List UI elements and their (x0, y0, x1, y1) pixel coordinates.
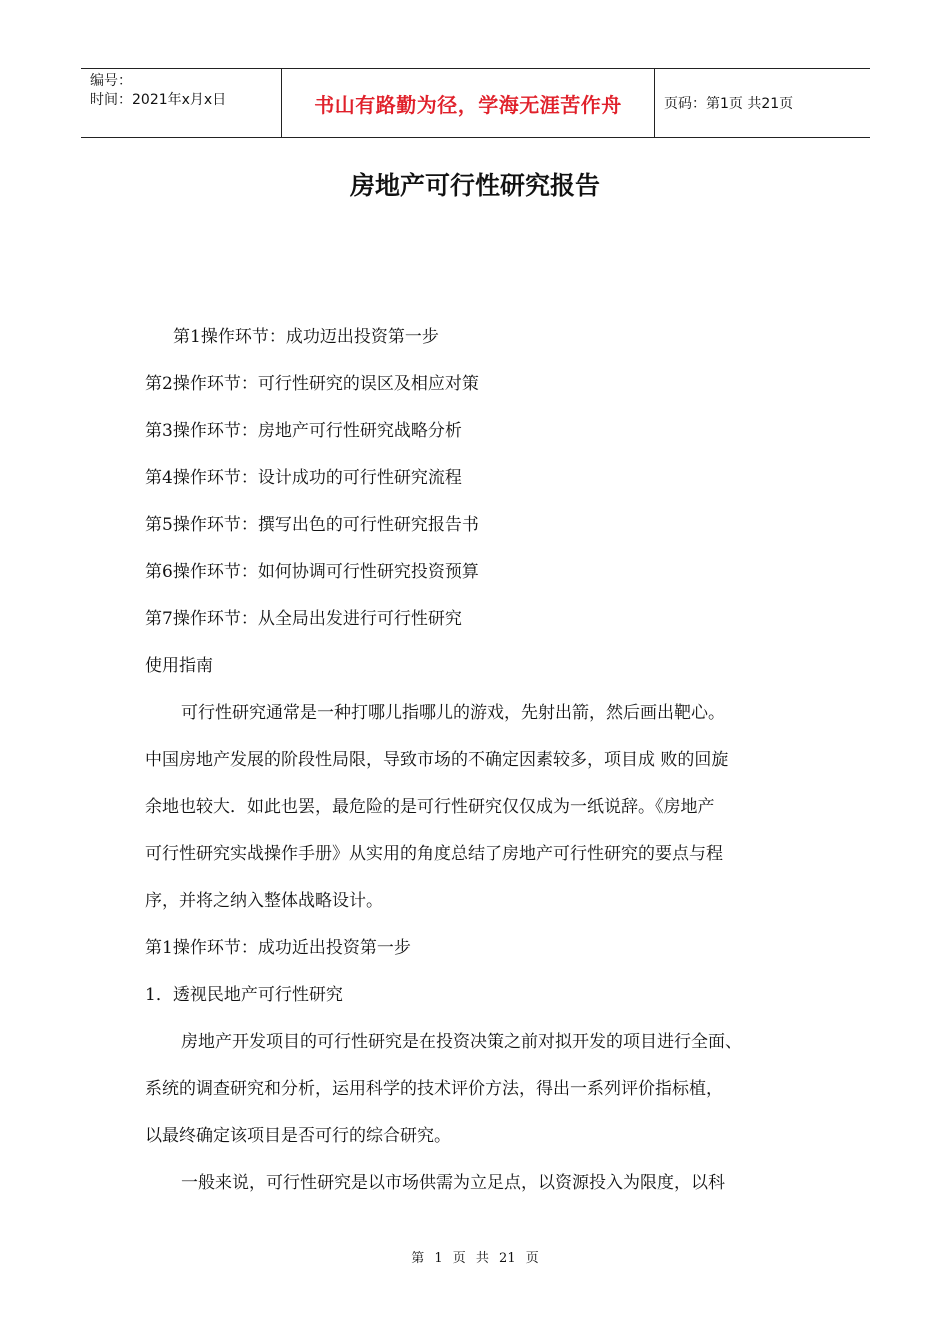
toc-item: 第2操作环节：可行性研究的误区及相应对策 (145, 374, 479, 394)
toc-item: 第5操作环节：撰写出色的可行性研究报告书 (145, 515, 479, 535)
document-title: 房地产可行性研究报告 (349, 171, 600, 200)
paragraph-line: 一般来说，可行性研究是以市场供需为立足点，以资源投入为限度，以科 (181, 1173, 725, 1193)
paragraph-line: 以最终确定该项目是否可行的综合研究。 (145, 1126, 451, 1146)
paragraph-line: 可行性研究通常是一种打哪儿指哪儿的游戏，先射出箭，然后画出靶心。 (181, 703, 725, 723)
toc-item: 第1操作环节：成功迈出投资第一步 (173, 327, 439, 347)
paragraph-line: 序，并将之纳入整体战略设计。 (145, 891, 383, 911)
header-page-cell (655, 69, 870, 137)
section-heading: 使用指南 (145, 656, 213, 676)
document-body (145, 322, 835, 1215)
header-meta-cell (81, 69, 282, 137)
paragraph-line: 系统的调查研究和分析，运用科学的技术评价方法，得出一系列评价指标植， (145, 1079, 723, 1099)
toc-item: 第6操作环节：如何协调可行性研究投资预算 (145, 562, 479, 582)
toc-item: 第3操作环节：房地产可行性研究战略分析 (145, 421, 462, 441)
section-heading: 第1操作环节：成功近出投资第一步 (145, 938, 411, 958)
toc-item: 第7操作环节：从全局出发进行可行性研究 (145, 609, 462, 629)
paragraph-line: 房地产开发项目的可行性研究是在投资决策之前对拟开发的项目进行全面、 (181, 1032, 742, 1052)
header-motto-cell (282, 69, 655, 137)
page-footer: 第 1 页 共 21 页 (411, 1251, 539, 1266)
serial-label: 编号： (90, 73, 132, 89)
date-label: 时间：2021年x月x日 (90, 92, 227, 108)
page-header (81, 68, 870, 138)
toc-item: 第4操作环节：设计成功的可行性研究流程 (145, 468, 462, 488)
page-info: 页码：第1页 共21页 (664, 96, 794, 112)
paragraph-line: 可行性研究实战操作手册》从实用的角度总结了房地产可行性研究的要点与程 (145, 844, 723, 864)
motto-text: 书山有路勤为径，学海无涯苦作舟 (314, 92, 622, 117)
paragraph-line: 余地也较大．如此也罢，最危险的是可行性研究仅仅成为一纸说辞。《房地产 (145, 797, 715, 817)
subsection-heading: 1．透视民地产可行性研究 (145, 985, 343, 1005)
paragraph-line: 中国房地产发展的阶段性局限，导致市场的不确定因素较多，项目成 败的回旋 (145, 750, 729, 770)
